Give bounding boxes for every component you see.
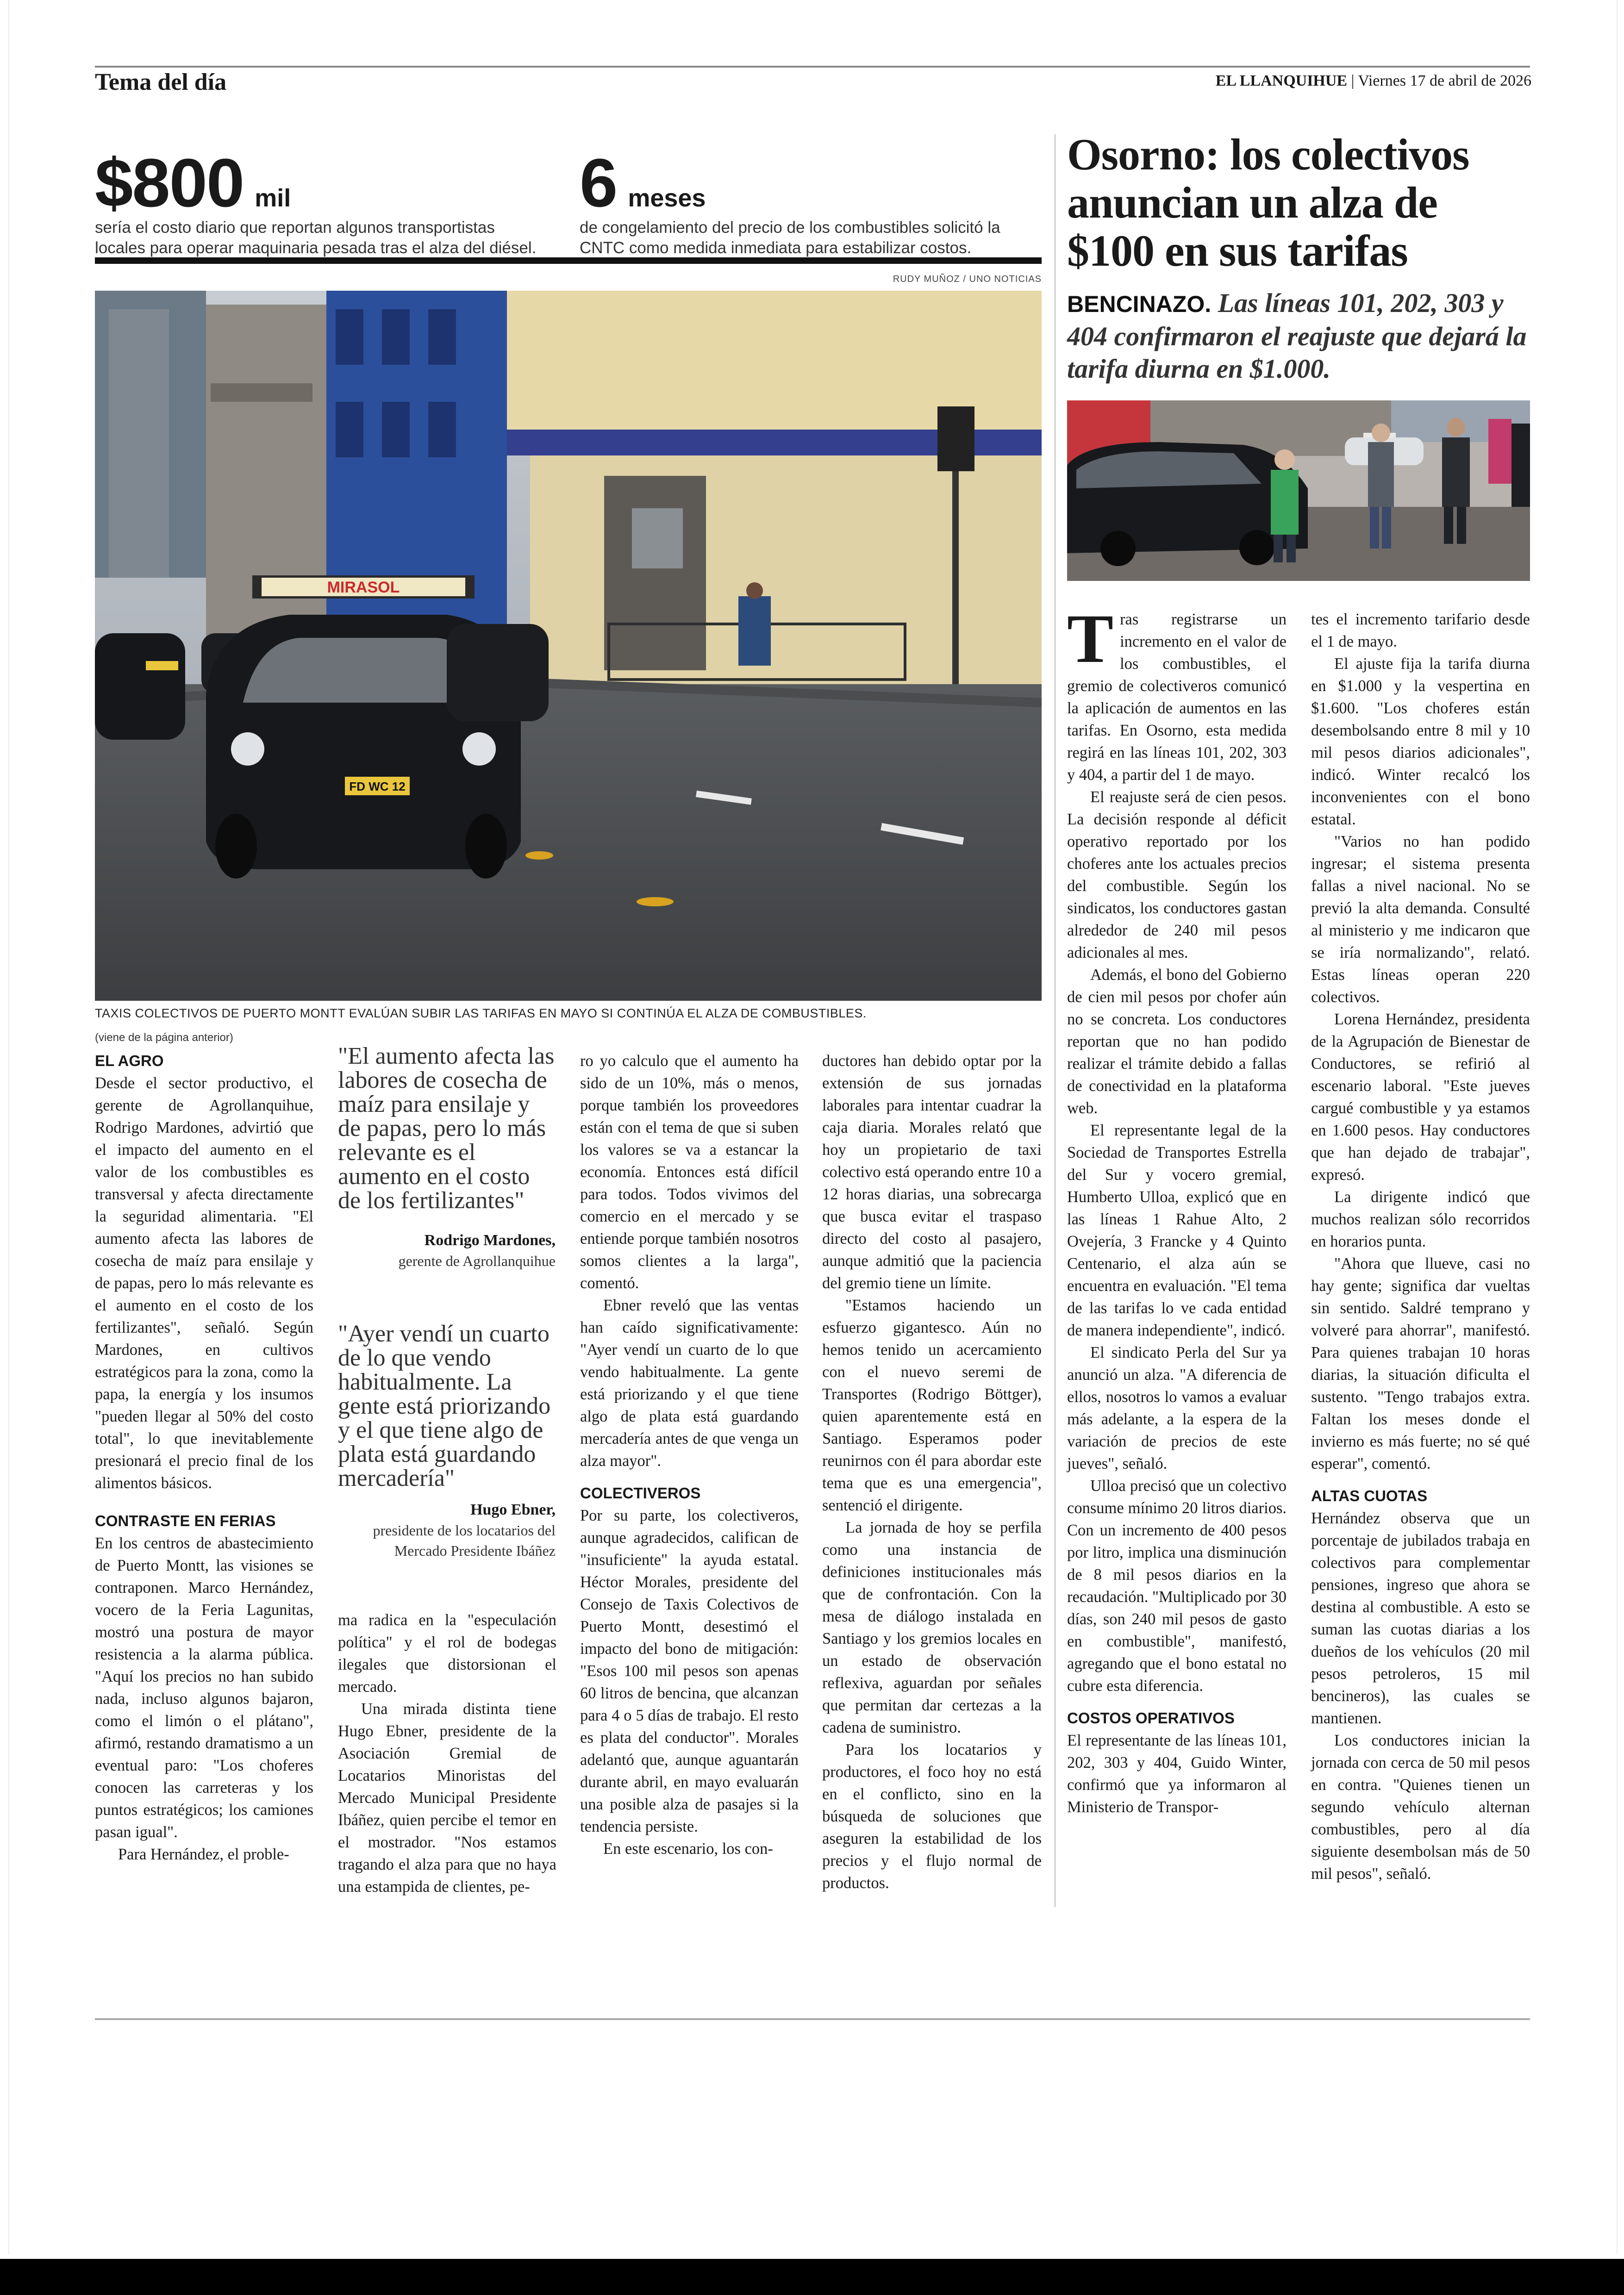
taxi-street-photo <box>95 291 1042 1001</box>
right-article-column-2 <box>1311 608 1530 1885</box>
masthead: EL LLANQUIHUE | Viernes 17 de abril de 2026 <box>1215 72 1531 89</box>
pull-quote-2 <box>338 1322 556 1561</box>
paragraph: Una mirada distinta tiene Hugo Ebner, presidente de la Asociación Gremial de Locatarios Minoristas del Mercado Municipal Presidente Ibáñez, quien percibe el temor en el mostrador. "Nos estamos tragando el alza para que no haya una estampida de clientes, pe- <box>338 1700 556 1896</box>
paragraph: Para los locatarios y productores, el foco hoy no está en el conflicto, sino en la búsqueda de soluciones que aseguren la estabilidad de los precios y el flujo normal de productos. <box>822 1741 1042 1892</box>
left-article-column-1 <box>95 1050 313 1865</box>
paragraph: Lorena Hernández, presidenta de la Agrupación de Bienestar de Conductores, se refirió al escenario laboral. "Este jueves cargué combustible y ya estamos en 1.600 pesos. Hay conductores que han dejado de trabajar", expresó. <box>1311 1010 1530 1184</box>
stats-rule <box>95 257 1042 264</box>
paragraph-lead <box>1067 600 1287 786</box>
paragraph: Desde el sector productivo, el gerente de Agrollanquihue, Rodrigo Mardones, advirtió que el impacto del aumento en el valor de los combustibles es transversal y afecta directamente la seguridad alimentaria. "El aumento afecta las labores de cosecha de maíz para ensilaje y de papas, pero lo más relevante es el aumento en el costo de los fertilizantes", señaló. Según Mardones, en cultivos estratégicos para la zona, como la papa, la energía y los insumos "pueden llegar al 50% del costo total", lo que inevitablemente presionará el precio final de los alimentos básicos. <box>95 1074 313 1492</box>
pull-quote-text: "El aumento afecta las labores de cosecha de maíz para ensilaje y de papas, pero lo más relevante es el aumento en el costo de los fertilizantes" <box>338 1043 555 1214</box>
paragraph: Los conductores inician la jornada con cerca de 50 mil pesos en contra. "Quienes tienen un segundo vehículo alternan combustibles, pero al día siguiente desembolsan más de 50 mil pesos", señaló. <box>1311 1732 1530 1883</box>
paragraph: El representante de las líneas 101, 202, 303 y 404, Guido Winter, confirmó que ya informaron al Ministerio de Transpor- <box>1067 1732 1287 1816</box>
paragraph: El sindicato Perla del Sur ya anunció un alza. "A diferencia de ellos, nosotros lo vamos a evaluar más adelante, a la espera de la variación de precios de este jueves", señaló. <box>1067 1344 1287 1472</box>
passengers-taxi-photo <box>1067 400 1530 581</box>
paragraph: "Varios no han podido ingresar; el sistema presenta fallas a nivel nacional. No se previó la alta demanda. Consulté al ministerio y me indicaron que se iría normalizando", relató. Estas líneas operan 220 colectivos. <box>1311 833 1530 1006</box>
paragraph: Además, el bono del Gobierno de cien mil pesos por chofer aún no se concreta. Los conductores reportan que no han podido realizar el trámite debido a fallas de conectividad en la plataforma web. <box>1067 966 1287 1117</box>
left-article-column-2 <box>338 1609 556 1898</box>
paragraph: En los centros de abastecimiento de Puerto Montt, las visiones se contraponen. Marco Hernández, vocero de la Feria Lagunitas, mostró una postura de mayor resistencia a la alarma pública. "Aquí los precios no han subido nada, incluso algunos bajaron, como el limón o el plátano", afirmó, restando dramatismo a un eventual paro: "Los choferes conocen las carreteras y los puntos estratégicos; los camiones pasan igual". <box>95 1534 313 1841</box>
stat-value: $800 <box>95 145 244 221</box>
paragraph: "Ahora que llueve, casi no hay gente; significa dar vueltas sin sentido. Saldré temprano y volveré para ahorrar", manifestó. Para quienes trabajan 10 horas diarias, la situación dificulta el sustento. "Tengo trabajos extra. Faltan los meses donde el invierno es más fuerte; no sé qué esperar", comentó. <box>1311 1255 1530 1472</box>
issue-date: Viernes 17 de abril de 2026 <box>1358 72 1531 89</box>
stat-value: 6 <box>580 145 617 221</box>
deck <box>1067 287 1530 385</box>
story-divider <box>1055 134 1056 1907</box>
subhead-el-agro: EL AGRO <box>95 1052 164 1069</box>
paragraph: El reajuste será de cien pesos. La decisión responde al déficit operativo reportado por los choferes ante los actuales precios del combustible. Según los sindicatos, los conductores gastan alrededor de 240 mil pesos adicionales al mes. <box>1067 788 1287 961</box>
deck-text: Las líneas 101, 202, 303 y 404 confirmaron el reajuste que dejará la tarifa diurna en $1.000. <box>1067 288 1527 384</box>
stat-description: sería el costo diario que reportan algunos transportistas locales para operar maquinaria pesada tras el alza del diésel. <box>95 218 537 257</box>
main-photo <box>95 291 1042 1001</box>
paragraph: Hernández observa que un porcentaje de jubilados trabaja en colectivos para complementar pensiones, ingreso que ahora se destina al combustible. A esto se suman las cuotas diarias a los dueños de los vehículos (20 mil pesos petroleros, 15 mil bencineros), las cuales se mantienen. <box>1311 1509 1530 1727</box>
paragraph: ma radica en la "especulación política" y el rol de bodegas ilegales que distorsionan el mercado. <box>338 1611 556 1696</box>
stat-description: de congelamiento del precio de los combustibles solicitó la CNTC como medida inmediata para estabilizar costos. <box>580 218 1000 257</box>
paragraph: ro yo calculo que el aumento ha sido de un 10%, más o menos, porque también los proveedores están con el tema de que si suben los valores se va a estancar la economía. Entonces está difícil para todos. Todos vivimos del comercio en el mercado y se entiende porque también nosotros somos clientes a la larga", comentó. <box>580 1052 799 1292</box>
headline: Osorno: los colectivos anuncian un alza de $100 en sus tarifas <box>1067 130 1469 275</box>
stat-block-1 <box>95 145 549 258</box>
pull-quote-role: gerente de Agrollanquihue <box>398 1253 556 1269</box>
paragraph: El ajuste fija la tarifa diurna en $1.000 y la vespertina en $1.600. "Los choferes están desembolsando entre 8 mil y 10 mil pesos diarios adicionales", indicó. Winter recalcó los inconvenientes con el bono estatal. <box>1311 655 1530 828</box>
lead-text: ras registrarse un incremento en el valor de los combustibles, el gremio de colectiveros comunicó la aplicación de aumentos en las tarifas. En Osorno, esta medida regirá en las líneas 101, 202, 303 y 404, a partir del 1 de mayo. <box>1067 611 1287 784</box>
subhead-contraste-ferias: CONTRASTE EN FERIAS <box>95 1512 276 1529</box>
subhead-altas-cuotas: ALTAS CUOTAS <box>1311 1487 1428 1504</box>
pull-quote-author: Rodrigo Mardones, <box>424 1232 556 1249</box>
paragraph: Para Hernández, el proble- <box>118 1846 289 1863</box>
pull-quote-1 <box>338 1044 556 1271</box>
subhead-colectiveros: COLECTIVEROS <box>580 1484 701 1502</box>
paragraph: Ebner reveló que las ventas han caído significativamente: "Ayer vendí un cuarto de lo que vendo habitualmente. La gente está priorizando y el que tiene algo de plata está guardando mercadería antes de que venga un alza mayor". <box>580 1297 799 1470</box>
section-title: Tema del día <box>95 69 227 95</box>
paragraph: tes el incremento tarifario desde el 1 de mayo. <box>1311 611 1530 650</box>
photo-caption: TAXIS COLECTIVOS DE PUERTO MONTT EVALÚAN SUBIR LAS TARIFAS EN MAYO SI CONTINÚA EL ALZA DE COMBUSTIBLES. <box>95 1006 867 1020</box>
paragraph: Ulloa precisó que un colectivo consume mínimo 20 litros diarios. Con un incremento de 400 pesos por litro, implica una disminución de 8 mil pesos diarios en la recaudación. "Multiplicado por 30 días, son 240 mil pesos de gasto en combustible", manifestó, agregando que el bono estatal no cubre esta diferencia. <box>1067 1477 1287 1695</box>
stat-block-2 <box>580 145 1043 258</box>
photo-credit: RUDY MUÑOZ / UNO NOTICIAS <box>893 274 1042 284</box>
pull-quote-role: presidente de los locatarios del Mercado Presidente Ibáñez <box>373 1522 556 1559</box>
paragraph: Por su parte, los colectiveros, aunque agradecidos, califican de "insuficiente" la ayuda estatal. Héctor Morales, presidente del Consejo de Taxis Colectivos de Puerto Montt, desestimó el impacto del bono de mitigación: "Esos 100 mil pesos son apenas 60 litros de bencina, que alcanzan para 4 o 5 días de trabajo. El resto es plata del conductor". Morales adelantó que, aunque aguantarán durante abril, en mayo evaluarán una posible alza de pasajes si la tendencia persiste. <box>580 1507 799 1835</box>
pull-quote-author: Hugo Ebner, <box>470 1501 556 1518</box>
license-plate: FD WC 12 <box>349 780 406 793</box>
left-article-column-4 <box>822 1050 1042 1894</box>
viewer-bottom-bar <box>0 2259 1624 2295</box>
paragraph: "Estamos haciendo un esfuerzo gigantesco. Aún no hemos tenido un acercamiento con el nuevo seremi de Transportes (Rodrigo Böttger), quien aparentemente está en Santiago. Esperamos poder reunirnos con él para abordar este tema que es una emergencia", sentenció el dirigente. <box>822 1297 1042 1514</box>
taxi-sign-text: MIRASOL <box>327 579 400 596</box>
paragraph: En este escenario, los con- <box>603 1840 773 1858</box>
stat-unit: mil <box>255 184 291 212</box>
header-rule <box>95 66 1530 68</box>
paragraph: La jornada de hoy se perfila como una instancia de definiciones institucionales más que de confrontación. Con la mesa de diálogo instalada en Santiago y los gremios locales en un estado de observación reflexiva, aguardan por señales que permitan dar certezas a la cadena de suministro. <box>822 1519 1042 1736</box>
bottom-rule <box>95 2018 1530 2020</box>
osorno-photo <box>1067 400 1530 581</box>
stat-unit: meses <box>628 184 706 212</box>
drop-cap: T <box>1067 600 1114 677</box>
left-article-column-3 <box>580 1050 799 1860</box>
continued-note: (viene de la página anterior) <box>95 1031 233 1044</box>
pull-quote-text: "Ayer vendí un cuarto de lo que vendo habitualmente. La gente está priorizando y el que tiene algo de plata está guardando mercadería" <box>338 1321 551 1491</box>
right-article-column-1 <box>1067 600 1287 1818</box>
newspaper-name: EL LLANQUIHUE <box>1215 72 1348 89</box>
subhead-costos-operativos: COSTOS OPERATIVOS <box>1067 1709 1235 1727</box>
paragraph: ductores han debido optar por la extensión de sus jornadas laborales para intentar cuadrar la caja diaria. Morales relató que hoy un propietario de taxi colectivo está operando entre 10 a 12 horas diarias, una sobrecarga que busca evitar el traspaso directo del costo al pasajero, aunque admitió que la paciencia del gremio tiene un límite. <box>822 1052 1042 1292</box>
paragraph: El representante legal de la Sociedad de Transportes Estrella del Sur y vocero gremial, Humberto Ulloa, explicó que en las líneas 1 Rahue Alto, 2 Ovejería, 3 Francke y 4 Quinto Centenario, el alza aún se encuentra en evaluación. "El tema de las tarifas lo ve cada entidad de manera independiente", indicó. <box>1067 1122 1287 1339</box>
kicker: BENCINAZO. <box>1067 291 1212 317</box>
paragraph: La dirigente indicó que muchos realizan sólo recorridos en horarios punta. <box>1311 1188 1530 1250</box>
